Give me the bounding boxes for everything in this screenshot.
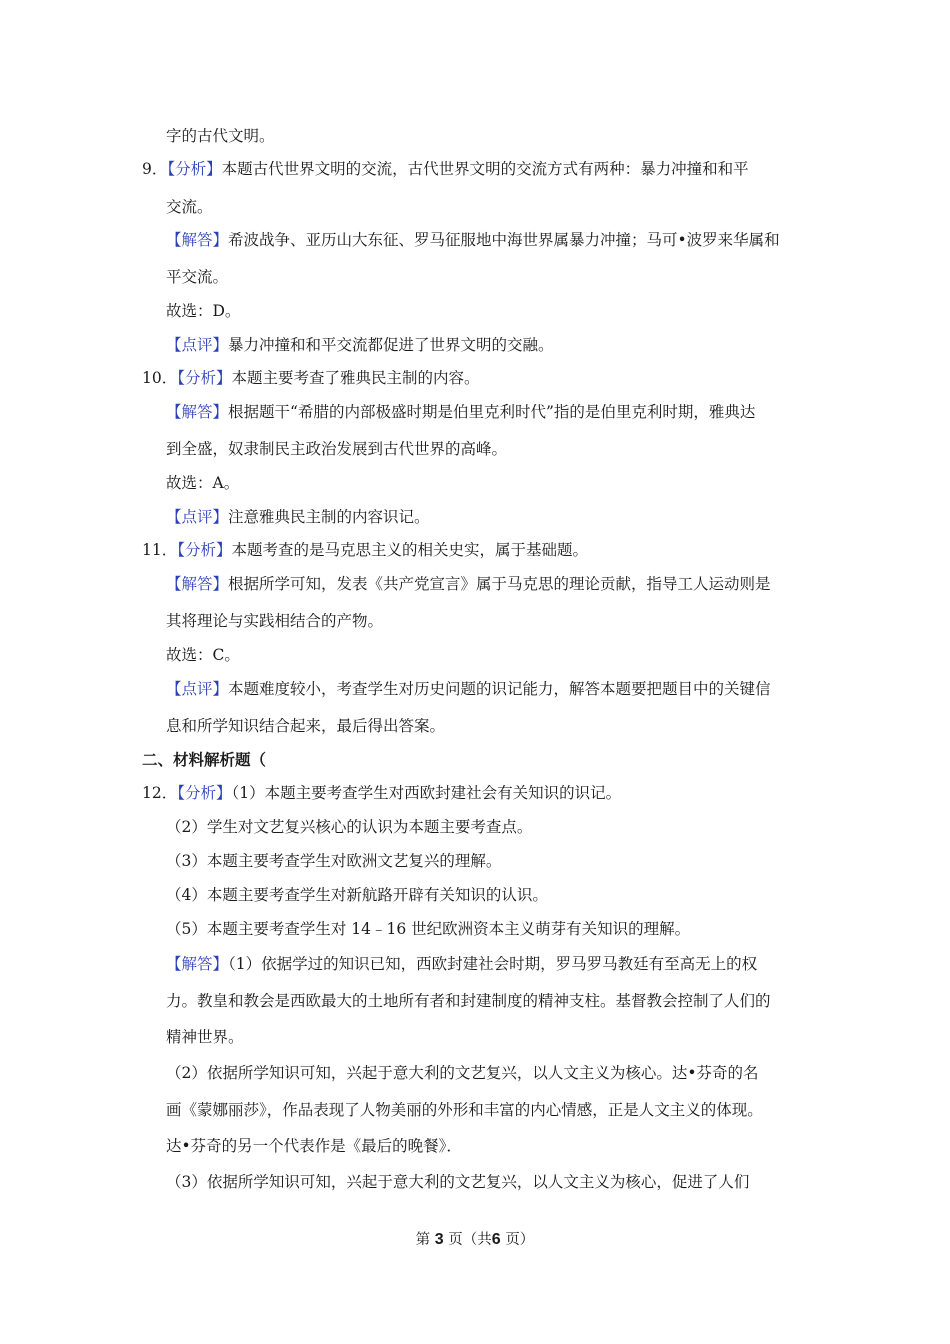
text-line: 力。教皇和教会是西欧最大的土地所有者和封建制度的精神支柱。基督教会控制了人们的 — [166, 992, 771, 1010]
current-page-number: 3 — [434, 1231, 444, 1248]
text-line: 画《蒙娜丽莎》，作品表现了人物美丽的外形和丰富的内心情感，正是人文主义的体现。 — [166, 1101, 763, 1119]
solution-line: 【解答】（1）依据学过的知识已知，西欧封建社会时期，罗马罗马教廷有至高无上的权 — [166, 955, 758, 973]
choice-line: 故选：A。 — [166, 474, 240, 492]
text-line: 平交流。 — [166, 268, 229, 286]
text-line: 交流。 — [166, 198, 213, 216]
answer-item-11: 11．【分析】本题考查的是马克思主义的相关史实，属于基础题。 — [142, 541, 589, 559]
text-line: （5）本题主要考查学生对 14﹣16 世纪欧洲资本主义萌芽有关知识的理解。 — [166, 920, 691, 938]
solution-tag: 【解答】 — [166, 231, 229, 249]
comment-tag: 【点评】 — [166, 336, 229, 354]
analysis-tag: 【分析】 — [177, 541, 232, 559]
solution-tag: 【解答】 — [166, 403, 229, 421]
answer-item-10: 10．【分析】本题主要考查了雅典民主制的内容。 — [142, 369, 480, 387]
text-line: （2）依据所学知识可知，兴起于意大利的文艺复兴，以人文主义为核心。达•芬奇的名 — [166, 1064, 759, 1082]
comment-line: 【点评】暴力冲撞和和平交流都促进了世界文明的交融。 — [166, 336, 554, 354]
text-line: （3）依据所学知识可知，兴起于意大利的文艺复兴，以人文主义为核心，促进了人们 — [166, 1173, 750, 1191]
analysis-tag: 【分析】 — [167, 160, 222, 178]
analysis-tag: 【分析】 — [177, 369, 232, 387]
comment-tag: 【点评】 — [166, 508, 229, 526]
text-line: 到全盛，奴隶制民主政治发展到古代世界的高峰。 — [166, 440, 508, 458]
text-line: 其将理论与实践相结合的产物。 — [166, 612, 384, 630]
text-line: （3）本题主要考查学生对欧洲文艺复兴的理解。 — [166, 852, 502, 870]
text-line: 字的古代文明。 — [166, 127, 275, 145]
text-line: 息和所学知识结合起来，最后得出答案。 — [166, 717, 446, 735]
comment-line: 【点评】注意雅典民主制的内容识记。 — [166, 508, 430, 526]
choice-line: 故选：D。 — [166, 302, 241, 320]
solution-line: 【解答】希波战争、亚历山大东征、罗马征服地中海世界属暴力冲撞；马可•波罗来华属和 — [166, 231, 780, 249]
answer-item-9: 9．【分析】本题古代世界文明的交流，古代世界文明的交流方式有两种：暴力冲撞和和平 — [142, 160, 749, 178]
text-line: （4）本题主要考查学生对新航路开辟有关知识的认识。 — [166, 886, 548, 904]
text-line: 精神世界。 — [166, 1028, 244, 1046]
total-page-number: 6 — [491, 1231, 501, 1248]
solution-line: 【解答】根据所学可知，发表《共产党宣言》属于马克思的理论贡献，指导工人运动则是 — [166, 575, 771, 593]
page-footer: 第 3 页（共6 页） — [415, 1231, 535, 1248]
answer-item-12: 12．【分析】（1）本题主要考查学生对西欧封建社会有关知识的识记。 — [142, 784, 622, 802]
text-line: （2）学生对文艺复兴核心的认识为本题主要考查点。 — [166, 818, 533, 836]
analysis-tag: 【分析】 — [177, 784, 232, 802]
solution-tag: 【解答】 — [166, 575, 229, 593]
comment-line: 【点评】本题难度较小，考查学生对历史问题的识记能力，解答本题要把题目中的关键信 — [166, 680, 771, 698]
solution-tag: 【解答】 — [166, 955, 229, 973]
choice-line: 故选：C。 — [166, 646, 240, 664]
comment-tag: 【点评】 — [166, 680, 229, 698]
section-heading: 二、材料解析题（ — [142, 750, 267, 769]
text-line: 达•芬奇的另一个代表作是《最后的晚餐》． — [166, 1137, 462, 1155]
solution-line: 【解答】根据题干“希腊的内部极盛时期是伯里克利时代”指的是伯里克利时期，雅典达 — [166, 403, 756, 421]
